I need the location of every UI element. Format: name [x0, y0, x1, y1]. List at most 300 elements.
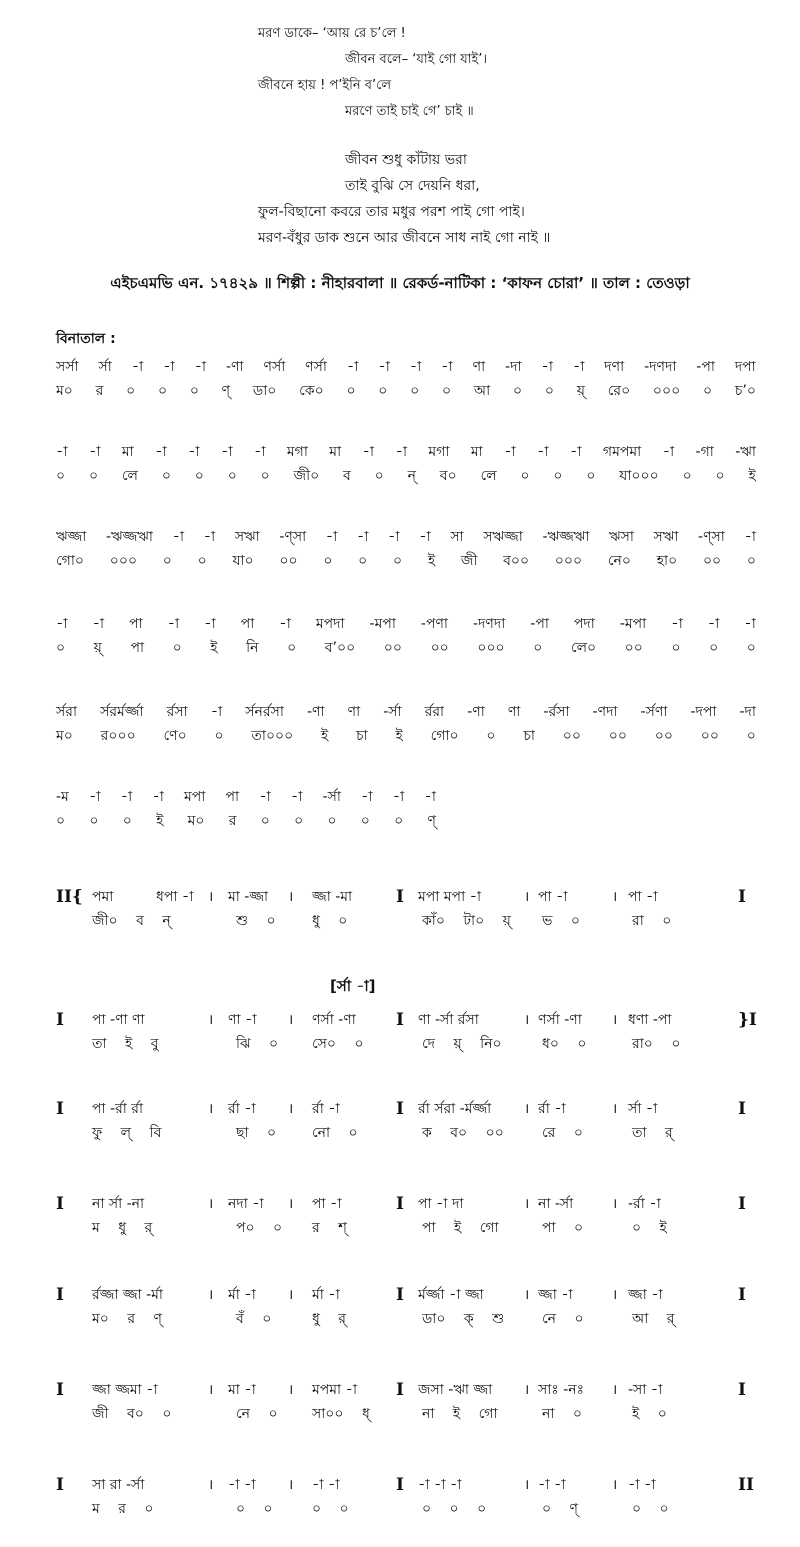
- swara: ণা: [347, 704, 361, 720]
- swara-group: মা -জ্জা: [228, 889, 269, 905]
- swara: পা: [129, 616, 143, 632]
- lyric-group: সে০ ০: [312, 1036, 364, 1052]
- swara: -া: [419, 529, 431, 545]
- swara: -র্সণা: [640, 704, 668, 720]
- bar-line: ।: [524, 1477, 530, 1493]
- swara: -া: [378, 359, 390, 375]
- syllable: ০: [410, 383, 420, 399]
- lyric-group: ঝি ০: [236, 1036, 279, 1052]
- swara: ণর্সা: [305, 359, 327, 375]
- syllable: ০: [122, 813, 132, 829]
- swara: -া: [392, 789, 405, 805]
- lyric-group: ০ ০: [236, 1501, 273, 1517]
- bar-line: I: [396, 1380, 404, 1400]
- binatal-block: [56, 355, 756, 403]
- lyric-row: [56, 549, 756, 573]
- swara: র্রসা: [166, 704, 188, 720]
- swara: -ণা: [467, 704, 485, 720]
- bar-line: I: [56, 1285, 64, 1305]
- syllable: ০: [544, 383, 554, 399]
- syllable: যা০: [232, 553, 254, 569]
- syllable: ০: [323, 553, 333, 569]
- swara-group: ণা -র্সা র্রসা: [418, 1012, 479, 1028]
- lyric-row: [56, 1307, 756, 1331]
- swara: সা: [450, 529, 464, 545]
- lyric-group: দে য়্ নি০: [422, 1036, 502, 1052]
- lyric-group: সা০০ ধ্: [312, 1406, 370, 1422]
- lyric-group: শু ০: [236, 913, 276, 929]
- syllable: লে: [121, 468, 138, 484]
- syllable: ০: [715, 468, 725, 484]
- syllable: ০: [360, 813, 370, 829]
- swara: -া: [537, 444, 549, 460]
- syllable: ০: [378, 383, 388, 399]
- syllable: ০০: [562, 728, 581, 744]
- bar-line: ।: [208, 1012, 214, 1028]
- swara: -া: [152, 789, 164, 805]
- syllable: নে০: [607, 553, 631, 569]
- swara-group: জ্জা -া: [628, 1287, 663, 1303]
- swara-group: র্মা -া: [228, 1287, 256, 1303]
- bar-line: I: [56, 1099, 64, 1119]
- bar-line: ।: [524, 1382, 530, 1398]
- swara: -া: [346, 359, 359, 375]
- lyric-row: [56, 1402, 756, 1426]
- lyric-group: ফু ল্ বি: [92, 1125, 162, 1141]
- swara: -া: [662, 444, 675, 460]
- swara: -ম: [56, 789, 69, 805]
- swara: -ণদা: [592, 704, 618, 720]
- swara: -া: [194, 359, 207, 375]
- bar-line: ।: [288, 1101, 294, 1117]
- lyric-group: ডা০ ক্ শু: [422, 1311, 505, 1327]
- swara-row: [56, 612, 756, 636]
- syllable: গো০: [56, 553, 85, 569]
- bar-line: I: [738, 1380, 746, 1400]
- syllable: ডা০: [252, 383, 277, 399]
- syllable: ০০: [608, 728, 627, 744]
- binatal-heading: বিনাতাল :: [56, 331, 116, 347]
- syllable: ০: [56, 640, 66, 656]
- syllable: রে০: [607, 383, 631, 399]
- syllable: ০০: [702, 553, 722, 569]
- syllable: ০০: [654, 728, 673, 744]
- lyric-group: ০ ০ ০: [422, 1501, 487, 1517]
- lyric-group: ক ব০ ০০: [422, 1125, 504, 1141]
- swara: -ণা: [306, 704, 325, 720]
- swara-group: পা -র্রা র্রা: [92, 1101, 144, 1117]
- syllable: চা: [523, 728, 535, 744]
- swara: পদা: [573, 616, 595, 632]
- bar-line: I: [56, 1194, 64, 1214]
- swara-group: ধণা -পা: [628, 1012, 672, 1028]
- swara: -া: [204, 616, 216, 632]
- syllable: ০: [709, 640, 719, 656]
- swara: সর্সা: [56, 359, 79, 375]
- swara: ঋজ্জা: [56, 529, 87, 545]
- syllable: ০: [287, 640, 297, 656]
- lyric-group: ০ ই: [632, 1220, 667, 1236]
- swara: -া: [88, 789, 101, 805]
- bar-line: }I: [738, 1010, 757, 1030]
- syllable: ০০: [700, 728, 719, 744]
- syllable: যা০০০: [619, 468, 659, 484]
- lyric-line: জীবন শুধু কাঁটায় ভরা: [345, 152, 467, 168]
- syllable: ০: [374, 468, 384, 484]
- syllable: ণ্: [221, 383, 231, 399]
- bar-line: ।: [208, 1477, 214, 1493]
- syllable: ০: [442, 383, 452, 399]
- bar-line: I: [56, 1380, 64, 1400]
- swara: -া: [56, 616, 68, 632]
- lyric-group: ই ০: [632, 1406, 667, 1422]
- bar-line: II{: [56, 887, 83, 907]
- lyric-row: [56, 1216, 756, 1240]
- syllable: ০: [89, 813, 99, 829]
- swara-row: [56, 1097, 756, 1121]
- bar-line: I: [738, 887, 746, 907]
- swara: -া: [388, 529, 400, 545]
- lyric-group: রা০ ০: [632, 1036, 681, 1052]
- syllable: য়্: [93, 640, 102, 656]
- swara-row: [56, 1008, 756, 1032]
- swara-group: মপা মপা -া: [418, 889, 482, 905]
- lyric-group: ভ ০: [542, 913, 580, 929]
- tala-block: [56, 1192, 756, 1240]
- syllable: কে০: [299, 383, 324, 399]
- swara-row: [56, 355, 756, 379]
- swara: গমপমা: [602, 444, 642, 460]
- swara-group: র্রা -া: [228, 1101, 256, 1117]
- bar-line: ।: [612, 1101, 618, 1117]
- swara-group: মা -া: [228, 1382, 256, 1398]
- tala-block: [56, 1008, 756, 1056]
- swara-group: জসা -ঋা জ্জা: [418, 1382, 493, 1398]
- swara: -দণদা: [473, 616, 506, 632]
- swara: দপা: [734, 359, 756, 375]
- syllable: জী০: [293, 468, 320, 484]
- syllable: ০০: [279, 553, 298, 569]
- swara: -পা: [696, 359, 715, 375]
- bar-line: ।: [524, 1196, 530, 1212]
- bar-line: ।: [524, 889, 530, 905]
- swara-group: ণর্সা -ণা: [312, 1012, 356, 1028]
- lyric-group: বঁ ০: [236, 1311, 272, 1327]
- swara: -া: [744, 529, 756, 545]
- syllable: হা০: [656, 553, 678, 569]
- lyric-line: ফুল-বিছানো কবরে তার মধুর পরশ পাই গো পাই।: [258, 204, 525, 220]
- swara: মা: [329, 444, 342, 460]
- lyric-group: ম০ র ণ্: [92, 1311, 162, 1327]
- syllable: ০০: [430, 640, 449, 656]
- swara-group: র্রা র্সরা -র্মর্জ্জা: [418, 1101, 492, 1117]
- swara: -া: [210, 704, 223, 720]
- lyric-group: জী ব০ ০: [92, 1406, 172, 1422]
- swara-group: নদা -া: [228, 1196, 264, 1212]
- lyric-group: কাঁ০ টা০ য়্: [422, 913, 511, 929]
- syllable: লে০: [570, 640, 597, 656]
- bar-line: II: [738, 1475, 754, 1495]
- syllable: ০০০: [652, 383, 681, 399]
- syllable: র০০০: [100, 728, 136, 744]
- tala-block: [56, 1473, 756, 1521]
- syllable: ব০০: [503, 553, 530, 569]
- swara: -া: [155, 444, 167, 460]
- swara-group: পা -া: [312, 1196, 342, 1212]
- lyric-group: নে ০: [542, 1311, 584, 1327]
- swara: -া: [253, 444, 266, 460]
- lyric-group: না ই গো: [422, 1406, 498, 1422]
- swara-group: মপমা -া: [312, 1382, 358, 1398]
- syllable: ০: [746, 553, 756, 569]
- swara: -দা: [505, 359, 522, 375]
- syllable: ম০: [56, 728, 73, 744]
- swara: -া: [120, 789, 133, 805]
- swara-row: [56, 1473, 756, 1497]
- lyric-group: জী০ ব ন্: [92, 913, 171, 929]
- bar-line: I: [396, 887, 404, 907]
- syllable: ০: [533, 640, 543, 656]
- swara: -া: [325, 529, 338, 545]
- lyric-row: [56, 909, 756, 933]
- lyric-group: না ০: [542, 1406, 582, 1422]
- swara: -দণদা: [644, 359, 677, 375]
- syllable: ০: [56, 813, 66, 829]
- swara: -া: [424, 789, 436, 805]
- swara-group: -া -া: [538, 1477, 566, 1493]
- swara-group: র্সা -া: [628, 1101, 658, 1117]
- lyric-group: র শ্: [312, 1220, 347, 1236]
- swara-group: ণর্সা -ণা: [538, 1012, 582, 1028]
- swara: -া: [395, 444, 408, 460]
- swara: সঋা: [653, 529, 679, 545]
- swara-group: পমা: [92, 889, 114, 905]
- swara: -া: [167, 616, 180, 632]
- swara: -মপা: [369, 616, 396, 632]
- swara: -া: [569, 444, 582, 460]
- lyric-group: আ র্: [632, 1311, 675, 1327]
- bar-line: I: [738, 1194, 746, 1214]
- syllable: ই: [395, 728, 403, 744]
- syllable: ০: [161, 468, 171, 484]
- bar-line: ।: [288, 1477, 294, 1493]
- swara-group: -া -া -া: [418, 1477, 462, 1493]
- binatal-block: [56, 785, 436, 833]
- swara-group: না -র্সা: [538, 1196, 574, 1212]
- swara: -া: [92, 616, 105, 632]
- bar-line: ।: [208, 1101, 214, 1117]
- lyric-group: ধ০ ০: [542, 1036, 587, 1052]
- swara: -র্সা: [322, 789, 341, 805]
- binatal-block: [56, 700, 756, 748]
- syllable: ০: [162, 553, 172, 569]
- syllable: ই: [321, 728, 329, 744]
- syllable: ০: [260, 813, 270, 829]
- swara-group: র্রা -া: [538, 1101, 566, 1117]
- lyric-row: [56, 1032, 756, 1056]
- lyric-line: মরণে তাই চাই গে’ চাই ॥: [345, 104, 474, 119]
- syllable: লে: [480, 468, 497, 484]
- syllable: ০: [197, 553, 207, 569]
- swara: -া: [163, 359, 175, 375]
- swara: -া: [172, 529, 185, 545]
- bar-line: ।: [288, 1012, 294, 1028]
- syllable: ই: [156, 813, 164, 829]
- lyric-group: তা র্: [632, 1125, 673, 1141]
- syllable: ০: [157, 383, 168, 399]
- bar-line: ।: [524, 1012, 530, 1028]
- syllable: ই: [210, 640, 218, 656]
- lyric-group: ম র ০: [92, 1501, 154, 1517]
- lyric-group: ছা ০: [236, 1125, 277, 1141]
- swara: -র্রসা: [543, 704, 570, 720]
- swara: ণা: [507, 704, 521, 720]
- syllable: ব০: [439, 468, 457, 484]
- swara: পা: [225, 789, 240, 805]
- swara-row: [56, 440, 756, 464]
- syllable: ০০০: [477, 640, 505, 656]
- swara-group: পা -ণা ণা: [92, 1012, 145, 1028]
- swara-group: -া -া: [628, 1477, 656, 1493]
- swara: -া: [707, 616, 720, 632]
- syllable: ব’০০: [324, 640, 356, 656]
- swara-group: জ্জা -মা: [312, 889, 353, 905]
- tala-block: [56, 1283, 756, 1331]
- swara-row: [56, 525, 756, 549]
- syllable: ০: [682, 468, 692, 484]
- swara-group: -র্রা -া: [628, 1196, 661, 1212]
- lyric-row: [56, 1121, 756, 1145]
- lyric-group: রে ০: [542, 1125, 583, 1141]
- swara: -া: [541, 359, 553, 375]
- swara-group: পা -া: [628, 889, 658, 905]
- swara-group: সা রা -র্সা: [92, 1477, 145, 1493]
- swara: -া: [88, 444, 101, 460]
- swara-group: পা -া: [538, 889, 568, 905]
- swara: -া: [259, 789, 271, 805]
- syllable: ০: [88, 468, 99, 484]
- swara-group: -সা -া: [628, 1382, 663, 1398]
- record-info: এইচএমভি এন. ১৭৪২৯ ॥ শিল্পী : নীহারবালা ॥ রেকর্ড-নাটিকা : ‘কাফন চোরা’ ॥ তাল : তেওড়া: [110, 274, 690, 292]
- tala-block: [56, 1378, 756, 1426]
- syllable: ০: [392, 553, 403, 569]
- tala-block: [56, 1097, 756, 1145]
- swara: মা: [470, 444, 483, 460]
- binatal-block: [56, 612, 756, 660]
- bar-line: I: [56, 1010, 64, 1030]
- swara: সঋজ্জা: [483, 529, 523, 545]
- swara: মগা: [286, 444, 308, 460]
- syllable: ০০: [624, 640, 643, 656]
- syllable: আ: [473, 383, 491, 399]
- syllable: ব: [343, 468, 351, 484]
- lyric-group: ধু ০: [312, 913, 348, 929]
- lyric-row: [56, 724, 756, 748]
- syllable: য়্: [576, 383, 585, 399]
- bar-line: ।: [612, 889, 618, 905]
- swara-row: [56, 885, 756, 909]
- swara: সঋা: [234, 529, 260, 545]
- bar-line: ।: [288, 1287, 294, 1303]
- bar-line: ।: [612, 1382, 618, 1398]
- bar-line: ।: [288, 1196, 294, 1212]
- syllable: ০: [189, 383, 199, 399]
- swara-group: র্মর্জ্জা -া জ্জা: [418, 1287, 484, 1303]
- bar-line: ।: [524, 1101, 530, 1117]
- swara: র্সনর্রসা: [245, 704, 284, 720]
- swara-group: ণা -া: [228, 1012, 257, 1028]
- binatal-block: [56, 440, 756, 488]
- lyric-line: তাই বুঝি সে দেয়নি ধরা,: [345, 178, 480, 194]
- lyric-group: পা ই গো: [422, 1220, 499, 1236]
- swara: -া: [362, 444, 375, 460]
- lyric-group: প০ ০: [236, 1220, 283, 1236]
- syllable: ০: [260, 468, 270, 484]
- swara: -ণা: [226, 359, 244, 375]
- swara: -া: [290, 789, 303, 805]
- swara: -া: [188, 444, 200, 460]
- bar-line: I: [396, 1285, 404, 1305]
- syllable: ণ্: [427, 813, 436, 829]
- syllable: নি: [246, 640, 259, 656]
- syllable: ০: [746, 640, 756, 656]
- swara: -া: [221, 444, 233, 460]
- lyric-group: ম ধু র্: [92, 1220, 153, 1236]
- syllable: ০: [194, 468, 204, 484]
- swara: -া: [744, 616, 756, 632]
- swara: -পা: [530, 616, 549, 632]
- swara: -পণা: [420, 616, 448, 632]
- swara: র্সরর্মর্জ্জা: [100, 704, 144, 720]
- bar-line: I: [56, 1475, 64, 1495]
- swara: -ঋজ্জঋা: [542, 529, 590, 545]
- bar-line: ।: [208, 889, 214, 905]
- lyric-group: তা ই বু: [92, 1036, 159, 1052]
- bar-line: ।: [208, 1196, 214, 1212]
- lyric-row: [56, 809, 436, 833]
- syllable: ০: [227, 468, 237, 484]
- lyric-group: ০ ০: [312, 1501, 349, 1517]
- lyric-group: ০ ণ্: [542, 1501, 579, 1517]
- syllable: ০: [346, 383, 356, 399]
- bar-line: I: [738, 1285, 746, 1305]
- swara: -দা: [739, 704, 756, 720]
- syllable: ০: [327, 813, 337, 829]
- bar-line: ।: [208, 1382, 214, 1398]
- swara-row: [56, 1378, 756, 1402]
- lyric-line: মরণ ডাকে– ‘আয় রে চ’লে !: [258, 26, 406, 41]
- syllable: ০: [671, 640, 681, 656]
- syllable: জী: [460, 553, 478, 569]
- bar-line: ।: [612, 1477, 618, 1493]
- syllable: ০: [486, 728, 496, 744]
- bar-line: I: [396, 1475, 404, 1495]
- syllable: ০: [358, 553, 368, 569]
- swara: -া: [203, 529, 216, 545]
- syllable: ০: [394, 813, 404, 829]
- bar-line: ।: [288, 889, 294, 905]
- syllable: ০: [520, 468, 530, 484]
- swara-group: র্রা -া: [312, 1101, 340, 1117]
- swara: মা: [121, 444, 134, 460]
- swara: -া: [56, 444, 68, 460]
- swara: পা: [240, 616, 255, 632]
- syllable: ০: [586, 468, 596, 484]
- syllable: র: [228, 813, 237, 829]
- syllable: ০০০: [554, 553, 583, 569]
- syllable: ণে০: [163, 728, 187, 744]
- swara-row: [56, 1192, 756, 1216]
